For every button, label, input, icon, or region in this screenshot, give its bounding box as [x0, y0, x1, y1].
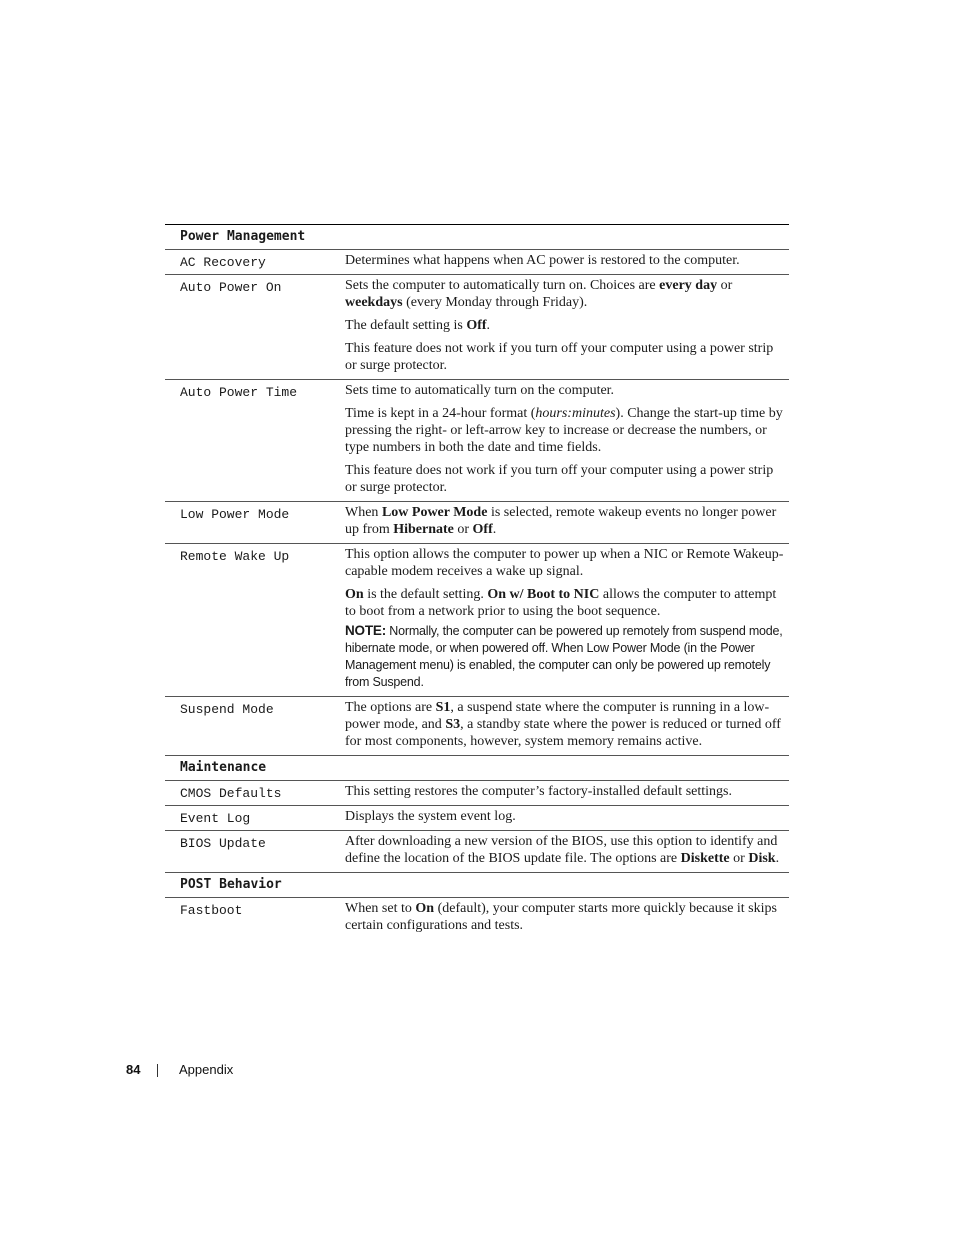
setting-row [165, 697, 789, 756]
note-text-run: . [420, 675, 424, 689]
description-paragraph [345, 340, 785, 374]
description-paragraph [345, 462, 785, 496]
setting-row [165, 250, 789, 275]
text-run: Hibernate [393, 522, 454, 537]
text-run: Displays the system event log. [345, 809, 516, 824]
setting-description [330, 250, 789, 275]
section-title: Maintenance [165, 756, 789, 781]
section-title: Power Management [165, 225, 789, 250]
text-run: . [492, 522, 497, 537]
text-run: hours:minutes [535, 406, 616, 421]
text-run: This feature does not work if you turn off your computer using a power strip or surge protector. [345, 341, 774, 373]
setting-row [165, 781, 789, 806]
text-run: or [729, 851, 749, 866]
setting-name: Low Power Mode [165, 502, 330, 544]
text-run: Diskette [680, 851, 730, 866]
note-label: NOTE: [345, 623, 386, 638]
section-header-row [165, 756, 789, 781]
setting-name: CMOS Defaults [165, 781, 330, 806]
setting-row [165, 544, 789, 697]
text-run: After downloading a new version of the BIOS, use this option to identify and define the location of the BIOS update file. The options are [345, 834, 778, 866]
text-run: , a suspend state where the computer is running in a low-power mode, and [345, 700, 770, 732]
description-paragraph [345, 504, 785, 538]
footer-section-title: Appendix [179, 1062, 234, 1077]
section-header-row [165, 873, 789, 898]
page-number: 84 [126, 1062, 141, 1077]
setting-description [330, 806, 789, 831]
setting-row [165, 380, 789, 502]
setting-name: Fastboot [165, 898, 330, 940]
note-text-run: (in the [680, 641, 721, 655]
setting-row [165, 502, 789, 544]
note-text-run: Power Management [345, 641, 755, 672]
text-run: On [345, 587, 364, 602]
description-paragraph [345, 317, 785, 334]
setting-description [330, 697, 789, 756]
description-paragraph [345, 833, 785, 867]
text-run: The default setting is [345, 318, 467, 333]
text-run: , a standby state where the power is reduced or turned off for most components, however, system memory remains active. [345, 717, 781, 749]
setting-name: BIOS Update [165, 831, 330, 873]
text-run: allows the computer to attempt to boot from a network prior to using the boot sequence. [345, 587, 777, 619]
setting-name: Auto Power Time [165, 380, 330, 502]
text-run: Disk [748, 851, 776, 866]
description-paragraph [345, 405, 785, 456]
text-run: is the default setting. [363, 587, 488, 602]
text-run: is selected, remote wakeup events no longer power up from [345, 505, 777, 537]
note-text-run: Low Power Mode [586, 641, 681, 655]
bios-settings-table [165, 224, 789, 939]
section-title: POST Behavior [165, 873, 789, 898]
text-run: This setting restores the computer’s factory-installed default settings. [345, 784, 732, 799]
setting-name: AC Recovery [165, 250, 330, 275]
text-run: Off [472, 522, 493, 537]
text-run: or [453, 522, 473, 537]
setting-row [165, 806, 789, 831]
setting-row [165, 898, 789, 940]
text-run: Determines what happens when AC power is restored to the computer. [345, 253, 740, 268]
setting-row [165, 831, 789, 873]
text-run: Off [466, 318, 487, 333]
setting-description [330, 898, 789, 940]
text-run: On [415, 901, 435, 916]
note-text-run: menu) is enabled, the computer can only be powered up remotely from [345, 658, 771, 689]
description-paragraph [345, 277, 785, 311]
section-header-row [165, 225, 789, 250]
text-run: every day [659, 278, 718, 293]
setting-description [330, 275, 789, 380]
setting-name: Remote Wake Up [165, 544, 330, 697]
text-run: . [775, 851, 780, 866]
text-run: (default), your computer starts more quickly because it skips certain configurations and tests. [345, 901, 777, 933]
description-paragraph [345, 900, 785, 934]
note-text-run: Suspend [372, 675, 421, 689]
text-run: Time is kept in a 24-hour format ( [345, 406, 536, 421]
text-run: This feature does not work if you turn off your computer using a power strip or surge protector. [345, 463, 774, 495]
description-paragraph [345, 586, 785, 620]
text-run: weekdays [345, 295, 403, 310]
description-paragraph [345, 382, 785, 399]
setting-description [330, 544, 789, 697]
text-run: On w/ Boot to NIC [487, 587, 600, 602]
setting-name: Suspend Mode [165, 697, 330, 756]
setting-description [330, 831, 789, 873]
text-run: . [486, 318, 491, 333]
footer-separator [157, 1064, 158, 1077]
description-paragraph [345, 783, 785, 800]
text-run: ). Change the start-up time by pressing the right- or left-arrow key to increase or decrease the numbers, or type numbers in both the date and time fields. [345, 406, 783, 455]
text-run: (every Monday through Friday). [402, 295, 588, 310]
text-run: S1 [435, 700, 451, 715]
setting-description [330, 502, 789, 544]
setting-name: Event Log [165, 806, 330, 831]
text-run: S3 [445, 717, 461, 732]
setting-name: Auto Power On [165, 275, 330, 380]
text-run: or [717, 278, 733, 293]
setting-description [330, 781, 789, 806]
text-run: This option allows the computer to power up when a NIC or Remote Wakeup-capable modem receives a wake up signal. [345, 547, 784, 579]
setting-row [165, 275, 789, 380]
text-run: When [345, 505, 382, 520]
text-run: The options are [345, 700, 436, 715]
description-paragraph [345, 699, 785, 750]
setting-description [330, 380, 789, 502]
description-paragraph [345, 252, 785, 269]
note-callout [345, 622, 785, 691]
text-run: Low Power Mode [381, 505, 488, 520]
description-paragraph [345, 546, 785, 580]
note-text-run: Normally, the computer can be powered up remotely from suspend mode, hibernate mode, or when powered off. When [345, 624, 783, 655]
text-run: When set to [345, 901, 416, 916]
text-run: Sets time to automatically turn on the computer. [345, 383, 615, 398]
text-run: Sets the computer to automatically turn on. Choices are [345, 278, 660, 293]
description-paragraph [345, 808, 785, 825]
bios-settings-document [165, 224, 789, 939]
